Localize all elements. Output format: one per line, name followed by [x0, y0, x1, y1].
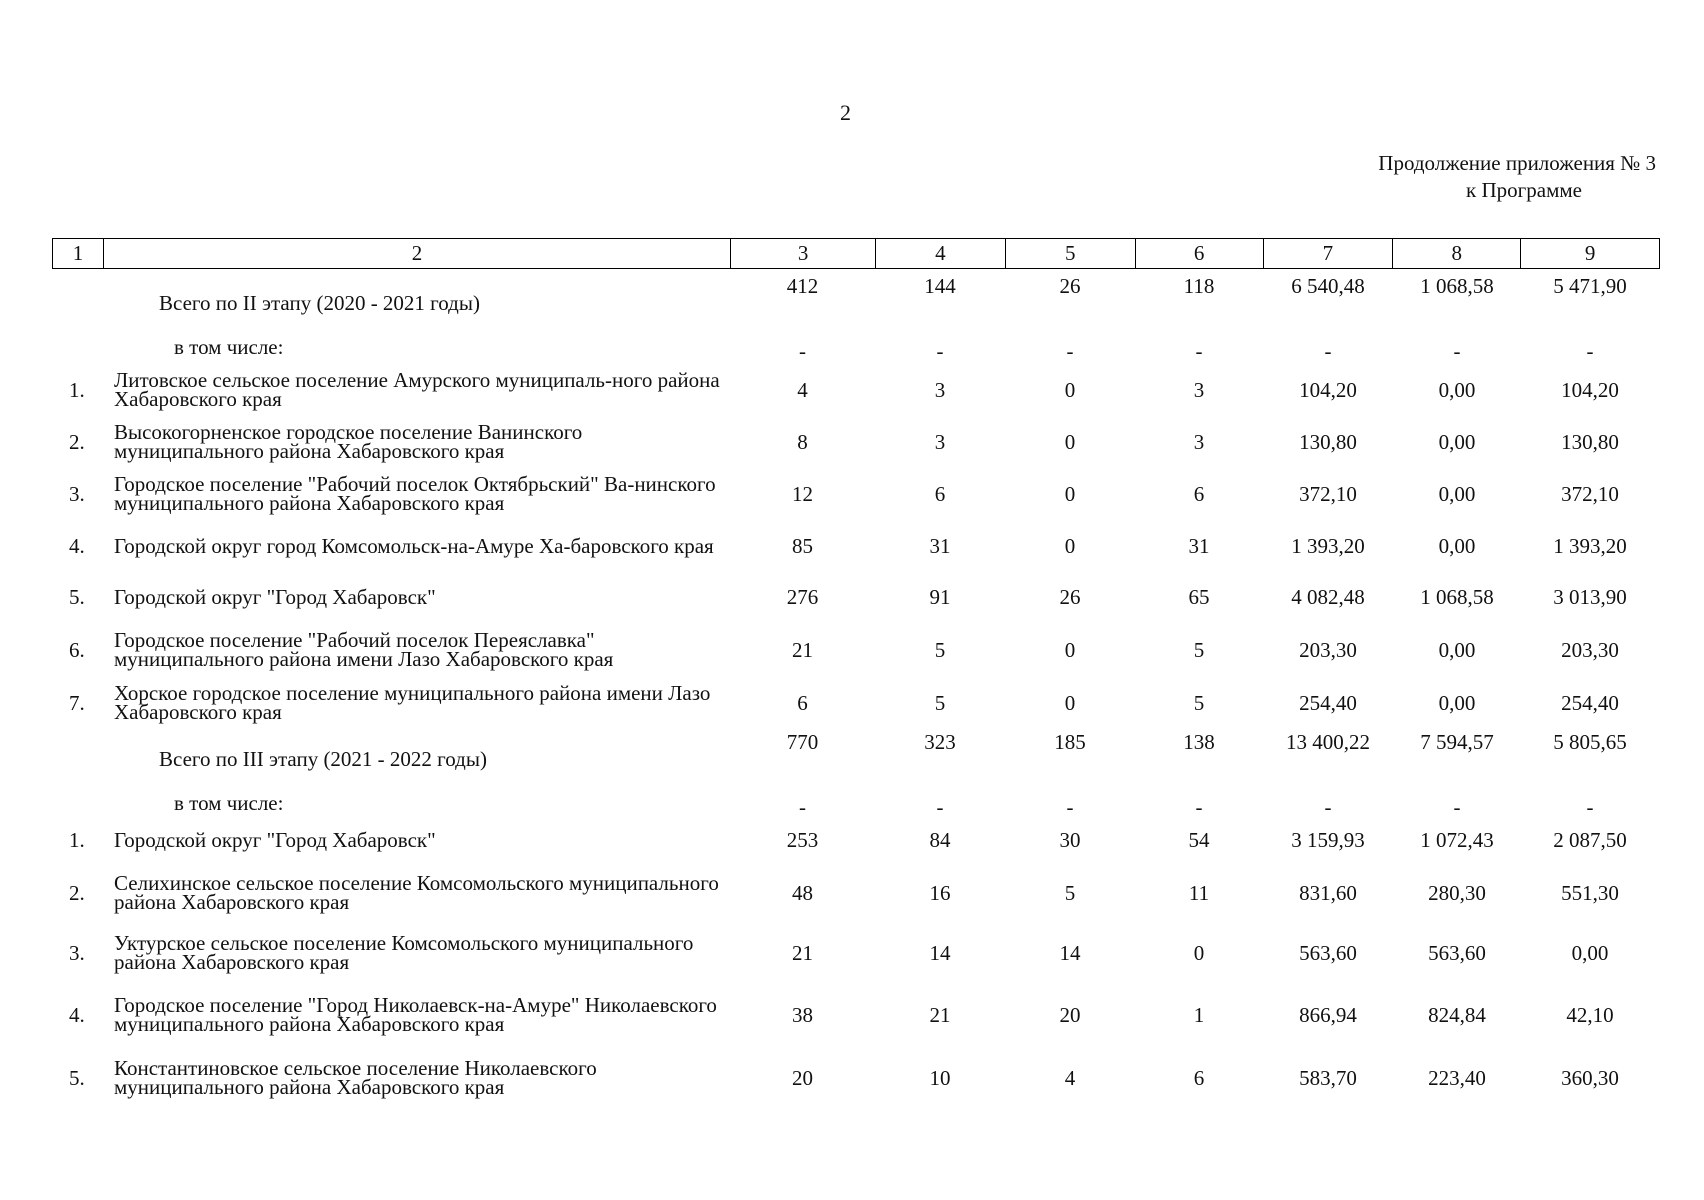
cell-col-9: 551,30: [1561, 880, 1619, 905]
cell-col-4: 6: [934, 481, 946, 506]
cell-col-7: 104,20: [1299, 377, 1357, 402]
cell-col-9: 1 393,20: [1553, 533, 1627, 558]
cell-col-5: 0: [1064, 637, 1076, 662]
cell-col-9: 203,30: [1561, 637, 1619, 662]
table-row: [52, 926, 1660, 980]
cell-col-6: 138: [1183, 730, 1215, 754]
row-name: Городское поселение "Рабочий поселок Переяславка" муниципального района имени Лазо Хабаровского края: [114, 628, 614, 671]
row-name: Городской округ "Город Хабаровск": [114, 584, 436, 609]
cell-col-8: 280,30: [1428, 880, 1486, 905]
cell-col-9: 104,20: [1561, 377, 1619, 402]
cell-col-9: -: [1586, 794, 1594, 819]
row-number: 7.: [69, 690, 85, 715]
cell-col-8: 0,00: [1438, 481, 1476, 506]
cell-col-8: -: [1453, 794, 1461, 819]
row-name: в том числе:: [174, 790, 284, 815]
table-row: [52, 980, 1660, 1050]
cell-col-4: 3: [934, 429, 946, 454]
cell-col-3: 412: [786, 274, 819, 298]
table-row: [52, 416, 1660, 468]
cell-col-9: 42,10: [1566, 1002, 1614, 1027]
cell-col-6: 11: [1188, 880, 1210, 905]
table-row: [52, 1050, 1660, 1106]
cell-col-8: 0,00: [1438, 637, 1476, 662]
row-name: Городской округ город Комсомольск-на-Амуре Ха-баровского края: [114, 533, 714, 558]
cell-col-5: 0: [1064, 429, 1076, 454]
cell-col-7: 3 159,93: [1291, 827, 1365, 852]
table-row-total: [52, 728, 1660, 786]
appendix-line-2: к Программе: [1466, 178, 1582, 202]
appendix-caption: [1378, 150, 1656, 204]
table-body: [52, 272, 1660, 1106]
row-number: 5.: [69, 1065, 85, 1090]
cell-col-9: 0,00: [1571, 940, 1609, 965]
cell-col-3: 38: [792, 1002, 813, 1027]
cell-col-7: 563,60: [1299, 940, 1357, 965]
cell-col-5: 4: [1064, 1065, 1076, 1090]
cell-col-8: -: [1453, 338, 1461, 363]
cell-col-5: 26: [1059, 584, 1081, 609]
cell-col-7: 583,70: [1299, 1065, 1357, 1090]
cell-col-6: 65: [1188, 584, 1210, 609]
cell-col-4: 84: [929, 827, 951, 852]
cell-col-5: 26: [1059, 274, 1081, 298]
cell-col-9: -: [1586, 338, 1594, 363]
cell-col-9: 254,40: [1561, 690, 1619, 715]
cell-col-4: 144: [924, 274, 956, 298]
cell-col-7: 130,80: [1299, 429, 1357, 454]
header-col-3: 3: [730, 239, 875, 268]
cell-col-7: 831,60: [1299, 880, 1357, 905]
table-row: [52, 364, 1660, 416]
row-name: Хорское городское поселение муниципального района имени Лазо Хабаровского края: [114, 681, 711, 724]
cell-col-4: -: [936, 794, 944, 819]
row-name: Селихинское сельское поселение Комсомольского муниципального района Хабаровского края: [114, 871, 719, 914]
cell-col-8: 1 068,58: [1420, 584, 1494, 609]
cell-col-6: 31: [1188, 533, 1210, 558]
cell-col-4: 323: [924, 730, 956, 754]
row-number: 2.: [69, 429, 85, 454]
row-name: Высокогорненское городское поселение Ванинского муниципального района Хабаровского края: [114, 420, 583, 463]
cell-col-5: 20: [1059, 1002, 1081, 1027]
cell-col-9: 2 087,50: [1553, 827, 1627, 852]
cell-col-6: 6: [1193, 1065, 1205, 1090]
row-name: Городской округ "Город Хабаровск": [114, 827, 436, 852]
cell-col-6: 5: [1193, 637, 1205, 662]
cell-col-4: 3: [934, 377, 946, 402]
cell-col-6: -: [1195, 338, 1203, 363]
cell-col-3: -: [799, 794, 806, 819]
table-row-subheading: [52, 330, 1660, 364]
row-name: Литовское сельское поселение Амурского муниципаль-ного района Хабаровского края: [114, 368, 720, 411]
table-row-total: [52, 272, 1660, 330]
cell-col-5: 0: [1064, 533, 1076, 558]
cell-col-3: 770: [786, 730, 819, 754]
cell-col-8: 563,60: [1428, 940, 1486, 965]
cell-col-9: 3 013,90: [1553, 584, 1627, 609]
row-number: 1.: [69, 827, 85, 852]
cell-col-4: 21: [929, 1002, 951, 1027]
cell-col-4: 5: [934, 637, 946, 662]
cell-col-6: 1: [1193, 1002, 1205, 1027]
cell-col-5: 0: [1064, 481, 1076, 506]
cell-col-4: 16: [929, 880, 951, 905]
cell-col-7: 372,10: [1299, 481, 1357, 506]
row-number: 2.: [69, 880, 85, 905]
cell-col-7: -: [1324, 794, 1332, 819]
cell-col-8: 1 068,58: [1420, 274, 1494, 298]
cell-col-8: 223,40: [1428, 1065, 1486, 1090]
cell-col-5: 0: [1064, 377, 1076, 402]
cell-col-3: 276: [786, 584, 819, 609]
cell-col-5: 0: [1064, 690, 1076, 715]
cell-col-8: 0,00: [1438, 533, 1476, 558]
table-row-subheading: [52, 786, 1660, 820]
cell-col-6: 5: [1193, 690, 1205, 715]
cell-col-4: 91: [929, 584, 951, 609]
row-number: 4.: [69, 533, 85, 558]
cell-col-4: 14: [929, 940, 951, 965]
cell-col-3: -: [799, 338, 806, 363]
cell-col-7: 13 400,22: [1286, 730, 1370, 754]
cell-col-4: 10: [929, 1065, 951, 1090]
cell-col-9: 5 805,65: [1553, 730, 1627, 754]
row-name: Городское поселение "Рабочий поселок Октябрьский" Ва-нинского муниципального района Хабаровского края: [114, 472, 716, 515]
cell-col-3: 21: [792, 940, 813, 965]
header-col-7: 7: [1263, 239, 1393, 268]
cell-col-6: 0: [1193, 940, 1205, 965]
cell-col-3: 20: [792, 1065, 813, 1090]
cell-col-5: 5: [1064, 880, 1076, 905]
row-number: 1.: [69, 377, 85, 402]
cell-col-8: 0,00: [1438, 429, 1476, 454]
cell-col-7: 4 082,48: [1291, 584, 1365, 609]
cell-col-3: 8: [797, 429, 808, 454]
header-col-4: 4: [875, 239, 1005, 268]
cell-col-8: 824,84: [1428, 1002, 1486, 1027]
table-row: [52, 520, 1660, 572]
cell-col-6: 54: [1188, 827, 1210, 852]
cell-col-5: 185: [1054, 730, 1086, 754]
row-number: 5.: [69, 584, 85, 609]
cell-col-6: 118: [1183, 274, 1215, 298]
header-col-8: 8: [1392, 239, 1520, 268]
cell-col-5: 30: [1059, 827, 1081, 852]
cell-col-5: -: [1066, 338, 1074, 363]
header-col-1: 1: [72, 241, 84, 265]
cell-col-8: 1 072,43: [1420, 827, 1494, 852]
cell-col-7: 866,94: [1299, 1002, 1357, 1027]
cell-col-8: 0,00: [1438, 377, 1476, 402]
cell-col-3: 253: [786, 827, 819, 852]
table-row: [52, 860, 1660, 926]
cell-col-6: 6: [1193, 481, 1205, 506]
cell-col-3: 48: [792, 880, 813, 905]
cell-col-9: 360,30: [1561, 1065, 1619, 1090]
row-name: Всего по III этапу (2021 - 2022 годы): [159, 747, 487, 771]
header-col-9: 9: [1520, 239, 1659, 268]
cell-col-9: 130,80: [1561, 429, 1619, 454]
cell-col-8: 0,00: [1438, 690, 1476, 715]
cell-col-8: 7 594,57: [1420, 730, 1494, 754]
header-col-2: 2: [103, 239, 730, 268]
row-name: Всего по II этапу (2020 - 2021 годы): [159, 291, 480, 315]
header-col-5: 5: [1005, 239, 1135, 268]
cell-col-5: -: [1066, 794, 1074, 819]
cell-col-4: -: [936, 338, 944, 363]
cell-col-6: 3: [1193, 429, 1205, 454]
page-number: 2: [840, 100, 851, 125]
table-row: [52, 820, 1660, 860]
cell-col-7: 6 540,48: [1291, 274, 1365, 298]
row-name: Константиновское сельское поселение Николаевского муниципального района Хабаровского края: [114, 1056, 597, 1099]
appendix-line-1: Продолжение приложения № 3: [1378, 151, 1656, 175]
row-number: 3.: [69, 481, 85, 506]
cell-col-7: -: [1324, 338, 1332, 363]
header-col-6: 6: [1135, 239, 1263, 268]
table-header-row: [52, 238, 1660, 269]
cell-col-3: 85: [792, 533, 813, 558]
cell-col-7: 203,30: [1299, 637, 1357, 662]
cell-col-7: 1 393,20: [1291, 533, 1365, 558]
table-row: [52, 622, 1660, 678]
cell-col-5: 14: [1059, 940, 1081, 965]
row-name: Городское поселение "Город Николаевск-на-Амуре" Николаевского муниципального района Хабаровского края: [114, 993, 717, 1036]
cell-col-3: 4: [797, 377, 808, 402]
cell-col-9: 5 471,90: [1553, 274, 1627, 298]
cell-col-3: 21: [792, 637, 813, 662]
row-name: в том числе:: [174, 334, 284, 359]
table-row: [52, 678, 1660, 728]
table-row: [52, 572, 1660, 622]
cell-col-9: 372,10: [1561, 481, 1619, 506]
cell-col-6: 3: [1193, 377, 1205, 402]
row-number: 3.: [69, 940, 85, 965]
table-row: [52, 468, 1660, 520]
cell-col-7: 254,40: [1299, 690, 1357, 715]
cell-col-4: 5: [934, 690, 946, 715]
cell-col-3: 12: [792, 481, 813, 506]
row-number: 4.: [69, 1002, 85, 1027]
row-name: Уктурское сельское поселение Комсомольского муниципального района Хабаровского края: [114, 931, 694, 974]
row-number: 6.: [69, 637, 85, 662]
cell-col-6: -: [1195, 794, 1203, 819]
cell-col-4: 31: [929, 533, 951, 558]
cell-col-3: 6: [797, 690, 808, 715]
